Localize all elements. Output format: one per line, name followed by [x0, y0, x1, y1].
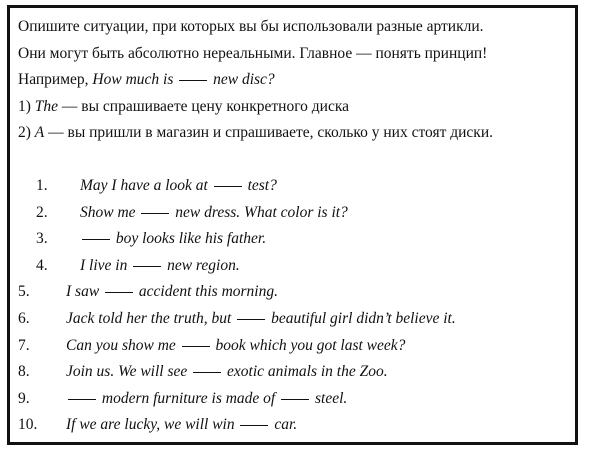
exercise-sentence — [80, 226, 266, 253]
explanation-text: — вы спрашиваете цену конкретного диска — [58, 97, 350, 115]
answer-blank — [68, 398, 96, 400]
sentence-part: car. — [274, 416, 298, 434]
instruction-line-2: Они могут быть абсолютно нереальными. Главное — понять принцип! — [18, 44, 488, 62]
explanation-number: 2) — [18, 124, 35, 141]
exercise-sentence — [66, 359, 388, 386]
exercise-number: 7. — [18, 336, 30, 354]
exercise-number: 3. — [36, 230, 48, 248]
explanation-number: 1) — [18, 97, 35, 115]
sentence-part: Join us. We will see — [66, 363, 188, 381]
example-line — [18, 67, 573, 94]
answer-blank — [182, 345, 210, 347]
sentence-part: boy looks like his father. — [115, 230, 267, 248]
exercise-list — [18, 173, 573, 439]
sentence-part: I live in — [80, 256, 128, 274]
instruction-line-1: Опишите ситуации, при которых вы бы использовали разные артикли. — [18, 18, 484, 35]
sentence-part: new region. — [167, 256, 240, 274]
sentence-part: If we are lucky, we will win — [66, 416, 235, 434]
exercise-item — [18, 200, 573, 227]
answer-blank — [281, 398, 309, 400]
exercise-sentence — [66, 412, 297, 439]
exercise-item — [18, 359, 573, 386]
sentence-part: new dress. What color is it? — [175, 203, 348, 221]
exercise-sentence — [66, 306, 456, 333]
exercise-number: 4. — [36, 256, 48, 274]
exercise-sentence — [66, 279, 278, 306]
answer-blank — [237, 318, 265, 320]
exercise-number: 2. — [36, 203, 48, 221]
exercise-sentence — [80, 173, 277, 200]
explanation-a — [18, 120, 573, 147]
answer-blank — [179, 79, 207, 81]
answer-blank — [82, 238, 110, 240]
answer-blank — [240, 424, 268, 426]
exercise-sentence — [66, 333, 405, 360]
exercise-item — [18, 333, 573, 360]
sentence-part: exotic animals in the Zoo. — [227, 363, 388, 381]
example-sentence-end: new disc? — [213, 71, 275, 88]
exercise-number: 9. — [18, 389, 30, 407]
answer-blank — [141, 212, 169, 214]
instructions — [18, 14, 573, 147]
exercise-item — [18, 173, 573, 200]
exercise-item — [18, 226, 573, 253]
sentence-part: test? — [247, 177, 277, 194]
sentence-part: Jack told her the truth, but — [66, 309, 232, 327]
exercise-sentence — [80, 200, 348, 227]
exercise-item — [18, 253, 573, 280]
exercise-item — [18, 412, 573, 439]
exercise-number: 1. — [36, 177, 48, 194]
article-a: A — [34, 124, 45, 141]
exercise-number: 8. — [18, 363, 30, 381]
sentence-part: beautiful girl didn’t believe it. — [271, 309, 456, 327]
exercise-number: 10. — [18, 416, 38, 434]
answer-blank — [105, 291, 133, 293]
answer-blank — [193, 371, 221, 373]
explanation-text: — вы пришли в магазин и спрашиваете, сколько у них стоят диски. — [44, 124, 494, 141]
exercise-number: 5. — [18, 283, 30, 301]
example-sentence-start: How much is — [92, 71, 174, 88]
exercise-number: 6. — [18, 309, 30, 327]
answer-blank — [133, 265, 161, 267]
exercise-sentence — [66, 386, 347, 413]
article-the: The — [34, 97, 59, 115]
exercise-item — [18, 386, 573, 413]
example-prefix: Например, — [18, 71, 93, 88]
sentence-part: modern furniture is made of — [101, 389, 276, 407]
exercise-item — [18, 279, 573, 306]
sentence-part: Show me — [80, 203, 136, 221]
sentence-part: May I have a look at — [80, 177, 208, 194]
sentence-part: book which you got last week? — [215, 336, 406, 354]
sentence-part: steel. — [315, 389, 348, 407]
sentence-part: accident this morning. — [138, 283, 278, 301]
explanation-the — [18, 94, 573, 121]
sentence-part: Can you show me — [66, 336, 176, 354]
exercise-item — [18, 306, 573, 333]
sentence-part: I saw — [66, 283, 100, 301]
exercise-sentence — [80, 253, 240, 280]
answer-blank — [214, 185, 242, 187]
